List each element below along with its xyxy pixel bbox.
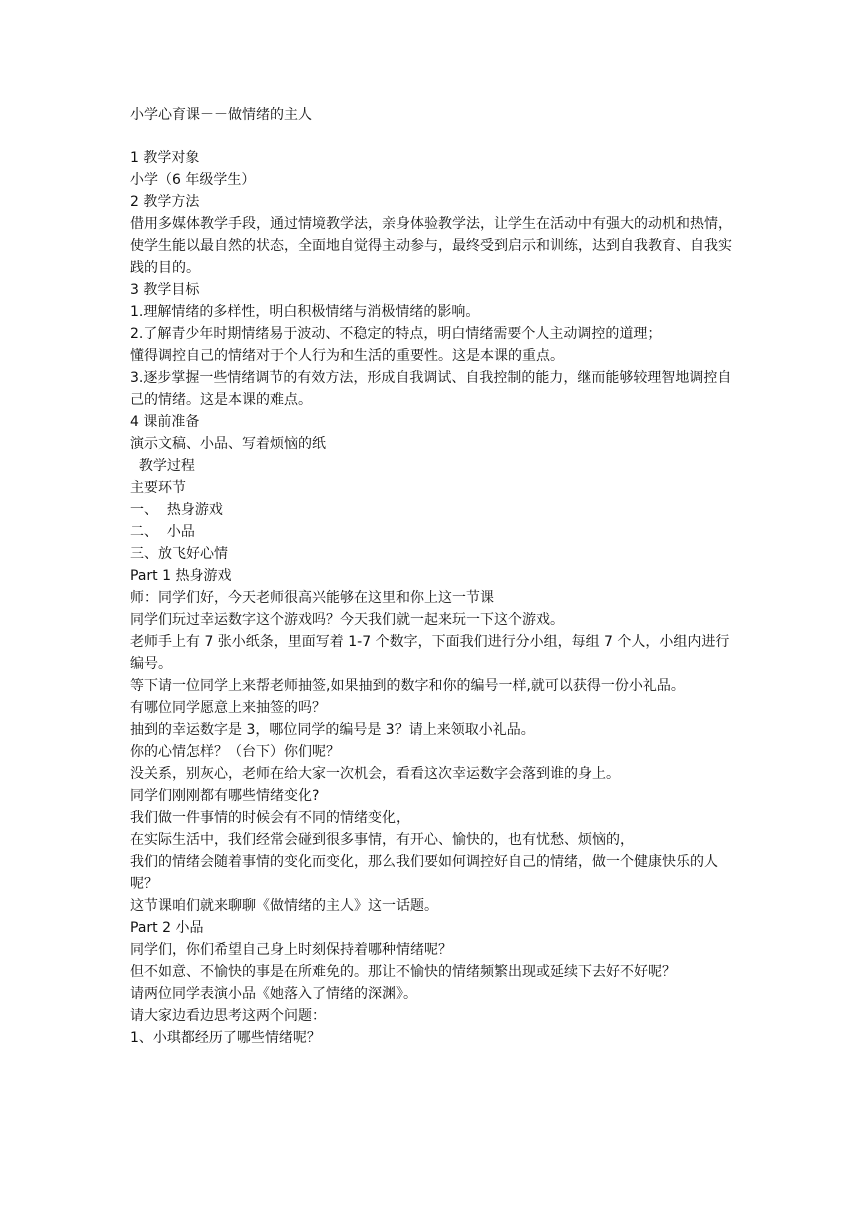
paragraph-line: 使学生能以最自然的状态，全面地自觉得主动参与，最终受到启示和训练，达到自我教育、自我实践的目的。: [130, 238, 732, 276]
section-heading: 3 教学目标: [130, 282, 200, 298]
paragraph-line: 你的心情怎样？（台下）你们呢？: [130, 744, 340, 760]
paragraph-line: 请两位同学表演小品《她落入了情绪的深渊》。: [130, 986, 417, 1002]
paragraph-line: 没关系，别灰心，老师在给大家一次机会，看看这次幸运数字会落到谁的身上。: [130, 766, 620, 782]
section-heading: 1 教学对象: [130, 150, 200, 166]
paragraph-line: 小学（6 年级学生）: [130, 172, 256, 188]
section-heading: 4 课前准备: [130, 414, 200, 430]
paragraph-line: 同学们玩过幸运数字这个游戏吗？今天我们就一起来玩一下这个游戏。: [130, 612, 564, 628]
list-item: 一、 热身游戏: [130, 502, 223, 518]
paragraph-line: 我们做一件事情的时候会有不同的情绪变化，: [130, 810, 410, 826]
paragraph-line: 我们的情绪会随着事情的变化而变化，那么我们要如何调控好自己的情绪，做一个健康快乐的人呢？: [130, 854, 718, 892]
paragraph-line: 这节课咱们就来聊聊《做情绪的主人》这一话题。: [130, 898, 438, 914]
document-title: 小学心育课－－做情绪的主人: [130, 107, 312, 123]
paragraph-line: 懂得调控自己的情绪对于个人行为和生活的重要性。这是本课的重点。: [130, 348, 564, 364]
paragraph-line: 有哪位同学愿意上来抽签的吗？: [130, 700, 326, 716]
paragraph-line: 抽到的幸运数字是 3，哪位同学的编号是 3？请上来领取小礼品。: [130, 722, 535, 738]
paragraph-line: 2.了解青少年时期情绪易于波动、不稳定的特点，明白情绪需要个人主动调控的道理；: [130, 326, 662, 342]
paragraph-line: 同学们刚刚都有哪些情绪变化?: [130, 788, 320, 804]
section-heading: Part 1 热身游戏: [130, 568, 232, 584]
paragraph-line: 老师手上有 7 张小纸条，里面写着 1-7 个数字，下面我们进行分小组，每组 7 个人，小组内进行编号。: [130, 634, 730, 672]
section-heading: 2 教学方法: [130, 194, 200, 210]
section-heading: Part 2 小品: [130, 920, 204, 936]
paragraph-line: 师：同学们好，今天老师很高兴能够在这里和你上这一节课: [130, 590, 494, 606]
paragraph-line: 1.理解情绪的多样性，明白积极情绪与消极情绪的影响。: [130, 304, 480, 320]
paragraph-line: 主要环节: [130, 480, 186, 496]
paragraph-line: 演示文稿、小品、写着烦恼的纸: [130, 436, 326, 452]
paragraph-line: 在实际生活中，我们经常会碰到很多事情，有开心、愉快的，也有忧愁、烦恼的，: [130, 832, 634, 848]
paragraph-line: 但不如意、不愉快的事是在所难免的。那让不愉快的情绪频繁出现或延续下去好不好呢？: [130, 964, 676, 980]
paragraph-line: 3.逐步掌握一些情绪调节的有效方法，形成自我调试、自我控制的能力，继而能够较理智地调控自己的情绪。这是本课的难点。: [130, 370, 732, 408]
list-item: 三、放飞好心情: [130, 546, 228, 562]
paragraph-line: 1、小琪都经历了哪些情绪呢？: [130, 1030, 321, 1046]
paragraph-line: 等下请一位同学上来帮老师抽签,如果抽到的数字和你的编号一样,就可以获得一份小礼品。: [130, 678, 685, 694]
paragraph-line: 请大家边看边思考这两个问题：: [130, 1008, 326, 1024]
list-item: 二、 小品: [130, 524, 195, 540]
paragraph-line: 同学们，你们希望自己身上时刻保持着哪种情绪呢？: [130, 942, 452, 958]
paragraph-line: 借用多媒体教学手段，通过情境教学法，亲身体验教学法，让学生在活动中有强大的动机和热情，: [130, 216, 732, 232]
section-heading: 教学过程: [130, 458, 195, 474]
document-page: [130, 104, 740, 1049]
